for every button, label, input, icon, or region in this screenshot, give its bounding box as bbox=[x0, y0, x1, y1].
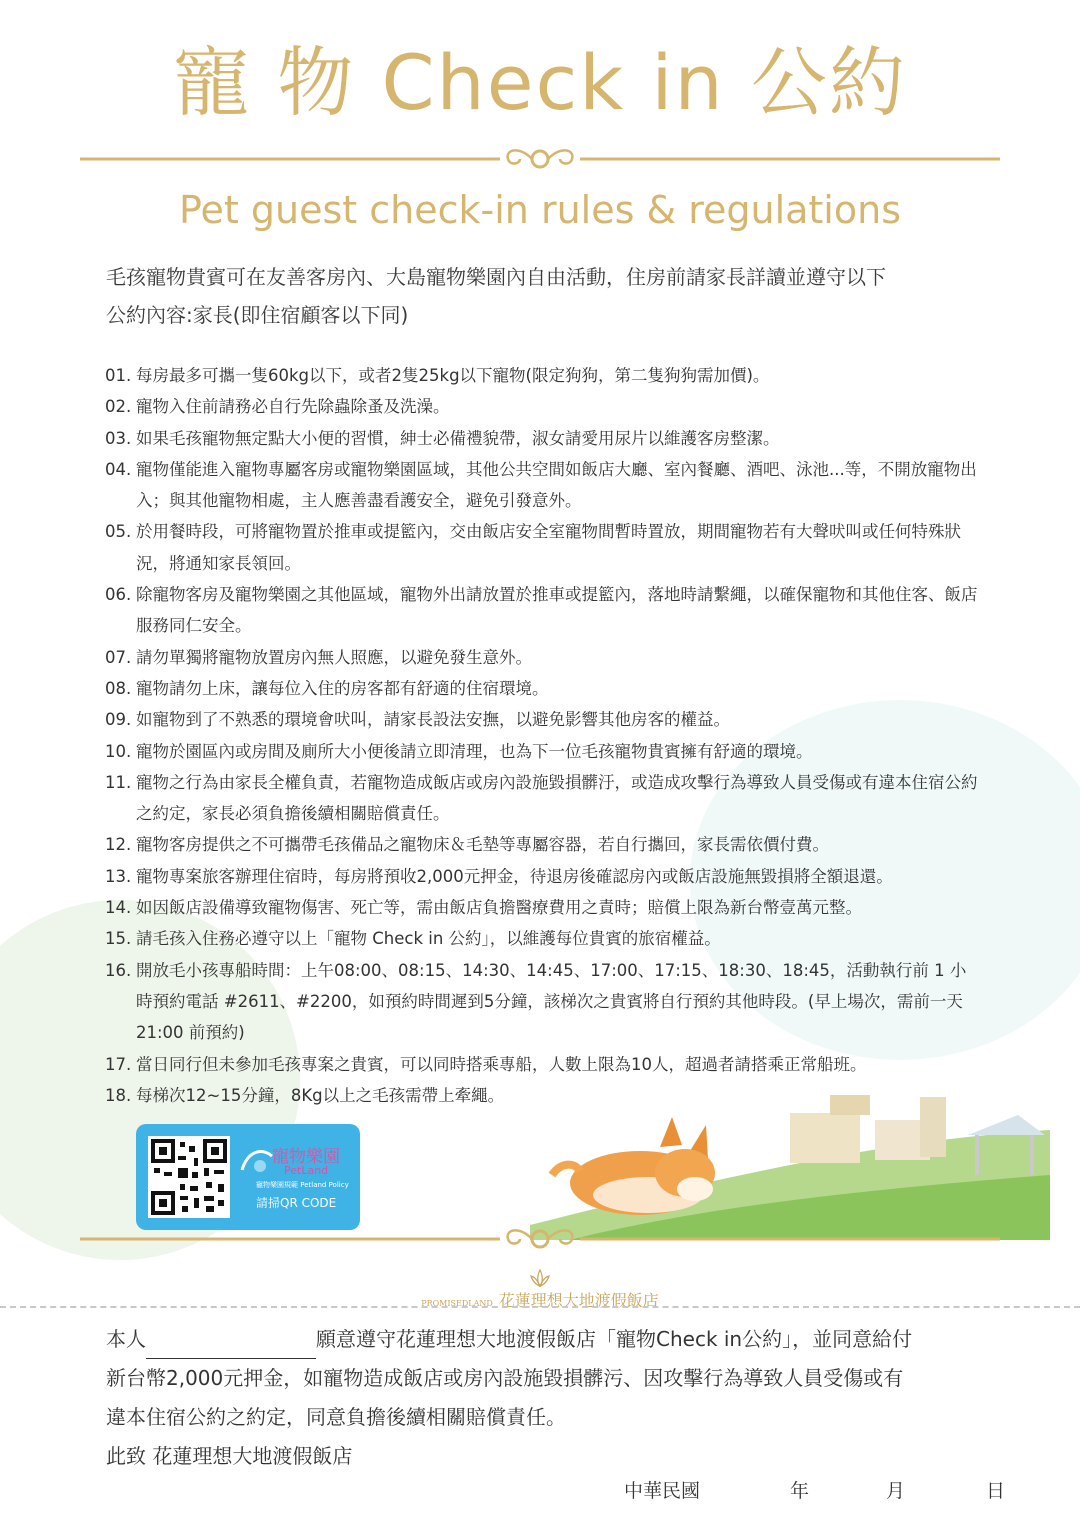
petland-policy: 寵物樂園規範 Petland Policy bbox=[256, 1181, 349, 1189]
rule-item bbox=[105, 579, 980, 642]
rule-text: 除寵物客房及寵物樂園之其他區域，寵物外出請放置於推車或提籃內，落地時請繫繩，以確保寵物和其他住客、飯店服務同仁安全。 bbox=[136, 585, 978, 636]
scan-qr-label: 請掃QR CODE bbox=[256, 1196, 337, 1210]
date-era: 中華民國 bbox=[624, 1480, 701, 1502]
top-ornament-divider bbox=[80, 144, 1000, 174]
rule-item bbox=[105, 360, 980, 391]
rule-number: 06. bbox=[105, 585, 132, 605]
rule-text: 每房最多可攜一隻60kg以下，或者2隻25kg以下寵物(限定狗狗，第二隻狗狗需加價)。 bbox=[136, 366, 770, 385]
consent-statement bbox=[106, 1320, 986, 1476]
rule-number: 09. bbox=[105, 710, 132, 730]
lotus-logo-icon bbox=[525, 1268, 555, 1288]
rule-number: 17. bbox=[105, 1054, 132, 1074]
rule-item bbox=[105, 829, 980, 860]
rule-number: 08. bbox=[105, 678, 132, 698]
rule-text: 開放毛小孩專船時間：上午08:00、08:15、14:30、14:45、17:00、17:15、18:30、18:45，活動執行前 1 小時預約電話 #2611、#2200，如預約時間遲到5分鐘，該梯次之貴賓將自行預約其他時段。(早上場次，需前一天 21:00 前預約) bbox=[136, 960, 967, 1043]
rule-item bbox=[105, 861, 980, 892]
rule-number: 05. bbox=[105, 522, 132, 542]
hotel-brand-logo bbox=[0, 1268, 1080, 1311]
rule-item bbox=[105, 923, 980, 954]
rule-number: 10. bbox=[105, 741, 132, 761]
rule-item bbox=[105, 516, 980, 579]
qr-code-icon[interactable] bbox=[148, 1136, 230, 1218]
rules-list bbox=[105, 360, 980, 1111]
date-year-label: 年 bbox=[790, 1480, 810, 1502]
rule-item bbox=[105, 892, 980, 923]
rule-text: 寵物請勿上床，讓每位入住的房客都有舒適的住宿環境。 bbox=[136, 678, 549, 698]
rule-number: 14. bbox=[105, 898, 132, 918]
rule-text: 請毛孩入住務必遵守以上「寵物 Check in 公約」，以維護每位貴賓的旅宿權益。 bbox=[136, 929, 721, 949]
rule-item bbox=[105, 454, 980, 517]
rule-item bbox=[105, 673, 980, 704]
rule-text: 當日同行但未參加毛孩專案之貴賓，可以同時搭乘專船，人數上限為10人，超過者請搭乘正常船班。 bbox=[136, 1054, 867, 1074]
date-month-label: 月 bbox=[886, 1480, 906, 1502]
petland-qr-card[interactable] bbox=[136, 1124, 360, 1230]
rule-text: 寵物僅能進入寵物專屬客房或寵物樂園區域，其他公共空間如飯店大廳、室內餐廳、酒吧、泳池...等，不開放寵物出入；與其他寵物相處，主人應善盡看護安全，避免引發意外。 bbox=[136, 459, 977, 511]
rule-text: 如果毛孩寵物無定點大小便的習慣，紳士必備禮貌帶，淑女請愛用尿片以維護客房整潔。 bbox=[136, 428, 780, 448]
rule-number: 01. bbox=[105, 366, 132, 385]
rule-text: 如因飯店設備導致寵物傷害、死亡等，需由飯店負擔醫療費用之責時；賠償上限為新台幣壹萬元整。 bbox=[136, 898, 862, 918]
intro-text bbox=[106, 258, 986, 334]
rule-text: 於用餐時段，可將寵物置於推車或提籃內，交由飯店安全室寵物間暫時置放，期間寵物若有大聲吠叫或任何特殊狀況，將通知家長領回。 bbox=[136, 522, 961, 573]
rule-item bbox=[105, 423, 980, 454]
rule-item bbox=[105, 955, 980, 1049]
consent-line-2: 新台幣2,000元押金，如寵物造成飯店或房內設施毀損髒污、因攻擊行為導致人員受傷或有 bbox=[106, 1366, 904, 1390]
rule-number: 04. bbox=[105, 459, 132, 479]
rule-text: 請勿單獨將寵物放置房內無人照應，以避免發生意外。 bbox=[136, 647, 532, 667]
date-line bbox=[624, 1476, 1014, 1504]
consent-prefix: 本人 bbox=[106, 1327, 146, 1351]
intro-line-2: 公約內容:家長(即住宿顧客以下同) bbox=[106, 303, 409, 327]
rule-number: 07. bbox=[105, 647, 132, 667]
rule-number: 03. bbox=[105, 428, 132, 448]
rule-text: 寵物入住前請務必自行先除蟲除蚤及洗澡。 bbox=[136, 397, 450, 417]
rule-item bbox=[105, 391, 980, 422]
rule-number: 18. bbox=[105, 1085, 132, 1105]
corgi-landscape-illustration bbox=[530, 1075, 1050, 1240]
rule-item bbox=[105, 736, 980, 767]
bottom-ornament-divider bbox=[80, 1224, 1000, 1254]
rule-number: 13. bbox=[105, 866, 132, 886]
date-day-label: 日 bbox=[986, 1480, 1006, 1502]
consent-line-1-rest: 願意遵守花蓮理想大地渡假飯店「寵物Check in公約」，並同意給付 bbox=[316, 1327, 913, 1351]
petland-subtitle: PetLand bbox=[284, 1164, 329, 1177]
name-blank-field[interactable] bbox=[146, 1334, 316, 1359]
rule-number: 15. bbox=[105, 929, 132, 949]
intro-line-1: 毛孩寵物貴賓可在友善客房內、大島寵物樂園內自由活動，住房前請家長詳讀並遵守以下 bbox=[106, 265, 886, 289]
rule-item bbox=[105, 642, 980, 673]
consent-line-3: 違本住宿公約之約定，同意負擔後續相關賠償責任。 bbox=[106, 1405, 566, 1429]
rule-item bbox=[105, 704, 980, 735]
rule-item bbox=[105, 767, 980, 830]
rule-number: 16. bbox=[105, 960, 132, 980]
brand-chinese: 花蓮理想大地渡假飯店 bbox=[498, 1291, 659, 1310]
cut-line-divider bbox=[0, 1306, 1080, 1308]
consent-line-1 bbox=[106, 1320, 986, 1359]
brand-english: PROMISEDLAND bbox=[421, 1299, 493, 1308]
rule-text: 寵物之行為由家長全權負責，若寵物造成飯店或房內設施毀損髒汙，或造成攻擊行為導致人員受傷或有違本住宿公約之約定，家長必須負擔後續相關賠償責任。 bbox=[136, 772, 978, 824]
rule-text: 寵物於園區內或房間及廁所大小便後請立即清理，也為下一位毛孩寵物貴賓擁有舒適的環境。 bbox=[136, 741, 813, 761]
rule-number: 12. bbox=[105, 835, 132, 855]
rule-text: 每梯次12~15分鐘，8Kg以上之毛孩需帶上牽繩。 bbox=[136, 1085, 505, 1105]
rule-number: 02. bbox=[105, 397, 132, 417]
rule-number: 11. bbox=[105, 772, 132, 792]
petland-title: 寵物樂園 bbox=[272, 1147, 340, 1167]
rule-text: 寵物客房提供之不可攜帶毛孩備品之寵物床＆毛墊等專屬容器，若自行攜回，家長需依價付費。 bbox=[136, 835, 829, 855]
page-subtitle: Pet guest check-in rules & regulations bbox=[179, 188, 901, 232]
consent-line-4: 此致 花蓮理想大地渡假飯店 bbox=[106, 1444, 353, 1468]
rule-text: 如寵物到了不熟悉的環境會吠叫，請家長設法安撫，以避免影響其他房客的權益。 bbox=[136, 710, 730, 730]
page-title: 寵 物 Check in 公約 bbox=[173, 38, 907, 127]
rule-text: 寵物專案旅客辦理住宿時，每房將預收2,000元押金，待退房後確認房內或飯店設施無毀損將全額退還。 bbox=[136, 866, 893, 886]
